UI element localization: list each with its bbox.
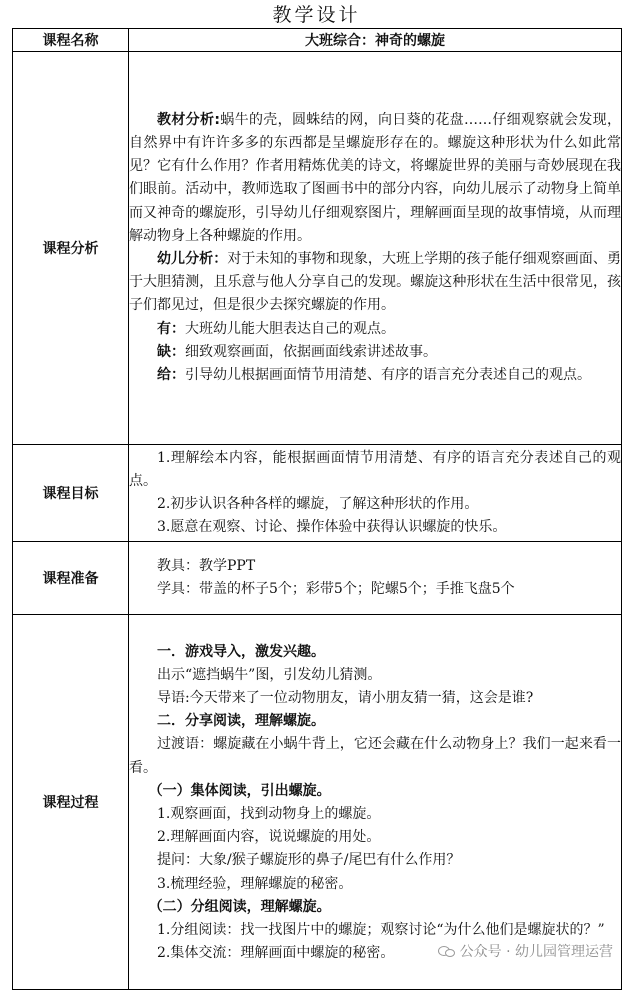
subsection-2b-line: 2.集体交流：理解画面中螺旋的秘密。	[157, 945, 395, 962]
watermark	[438, 941, 613, 961]
teacher-materials: 教具：教学PPT	[157, 557, 256, 574]
prep-label: 课程准备	[13, 542, 129, 615]
material-analysis-heading: 教材分析:	[157, 111, 220, 128]
goal-item: 3.愿意在观察、讨论、操作体验中获得认识螺旋的快乐。	[157, 519, 507, 536]
goals-content	[129, 445, 622, 542]
lack-heading: 缺：	[157, 343, 185, 360]
course-name-label: 课程名称	[13, 29, 129, 52]
section-2-line: 过渡语：螺旋藏在小蜗牛背上，它还会藏在什么动物身上？我们一起来看一看。	[129, 736, 621, 776]
subsection-2a-line: 1.观察画面，找到动物身上的螺旋。	[157, 806, 381, 822]
section-1-heading: 一．游戏导入，激发兴趣。	[157, 643, 325, 660]
process-label: 课程过程	[13, 615, 129, 990]
prep-row	[13, 542, 622, 615]
lesson-plan-table	[12, 28, 622, 990]
lack-text: 细致观察画面，依据画面线索讲述故事。	[185, 343, 437, 360]
have-text: 大班幼儿能大胆表达自己的观点。	[185, 320, 395, 337]
student-materials: 学具：带盖的杯子5个；彩带5个；陀螺5个；手推飞盘5个	[157, 581, 515, 597]
subsection-2a-line: 提问：大象/猴子螺旋形的鼻子/尾巴有什么作用？	[157, 852, 461, 869]
analysis-row	[13, 52, 622, 445]
have-heading: 有：	[157, 320, 185, 337]
analysis-label: 课程分析	[13, 52, 129, 445]
section-1-line: 出示“遮挡蜗牛”图，引发幼儿猜测。	[157, 666, 382, 683]
lack-item	[129, 341, 621, 364]
course-name-row	[13, 29, 622, 52]
subsection-2b-heading: （二）分组阅读，理解螺旋。	[148, 898, 331, 915]
section-2-heading: 二．分享阅读，理解螺旋。	[157, 713, 325, 730]
child-analysis-text: 对于未知的事物和现象，大班上学期的孩子能仔细观察画面、勇于大胆猜测，且乐意与他人分享自己的发现。螺旋这种形状在生活中很常见，孩子们都见过，但是很少去探究螺旋的作用。	[129, 251, 621, 314]
material-analysis-text: 蜗牛的壳，圆蛛结的网，向日葵的花盘……仔细观察就会发现，自然界中有许许多多的东西都是呈螺旋形存在的。螺旋这种形状为什么如此常见？它有什么作用？作者用精炼优美的诗文，将螺旋世界的美丽与奇妙展现在我们眼前。活动中，教师选取了图画书中的部分内容，向幼儿展示了动物身上简单而又神奇的螺旋形，引导幼儿仔细观察图片，理解画面呈现的故事情境，从而理解动物身上各种螺旋的作用。	[129, 111, 622, 244]
section-1-line: 导语:今天带来了一位动物朋友，请小朋友猜一猜，这会是谁?	[157, 689, 534, 706]
give-item	[129, 364, 621, 387]
subsection-2a-heading: （一）集体阅读，引出螺旋。	[148, 782, 331, 799]
watermark-text: 公众号 · 幼儿园管理运营	[459, 944, 613, 960]
subsection-2a-line: 3.梳理经验，理解螺旋的秘密。	[157, 875, 353, 892]
give-heading: 给：	[157, 367, 185, 384]
goal-item: 1.理解绘本内容，能根据画面情节用清楚、有序的语言充分表述自己的观点。	[129, 449, 621, 489]
subsection-2a-line: 2.理解画面内容，说说螺旋的用处。	[157, 829, 381, 846]
child-analysis-heading: 幼儿分析：	[157, 251, 228, 267]
subsection-2b-line: 1.分组阅读：找一找图片中的螺旋；观察讨论“为什么他们是螺旋状的？”	[157, 922, 605, 939]
goals-label: 课程目标	[13, 445, 129, 542]
goal-item: 2.初步认识各种各样的螺旋，了解这种形状的作用。	[157, 496, 479, 512]
give-text: 引导幼儿根据画面情节用清楚、有序的语言充分表述自己的观点。	[185, 367, 591, 384]
document-title: 教学设计	[272, 4, 361, 26]
child-analysis	[129, 248, 621, 318]
course-name-value: 大班综合：神奇的螺旋	[129, 29, 622, 52]
prep-content	[129, 542, 622, 615]
material-analysis	[129, 109, 621, 248]
goals-row	[13, 445, 622, 542]
analysis-content	[129, 52, 622, 445]
process-row	[13, 615, 622, 990]
have-item	[129, 318, 621, 341]
wechat-icon	[438, 944, 456, 958]
process-content	[129, 615, 622, 990]
